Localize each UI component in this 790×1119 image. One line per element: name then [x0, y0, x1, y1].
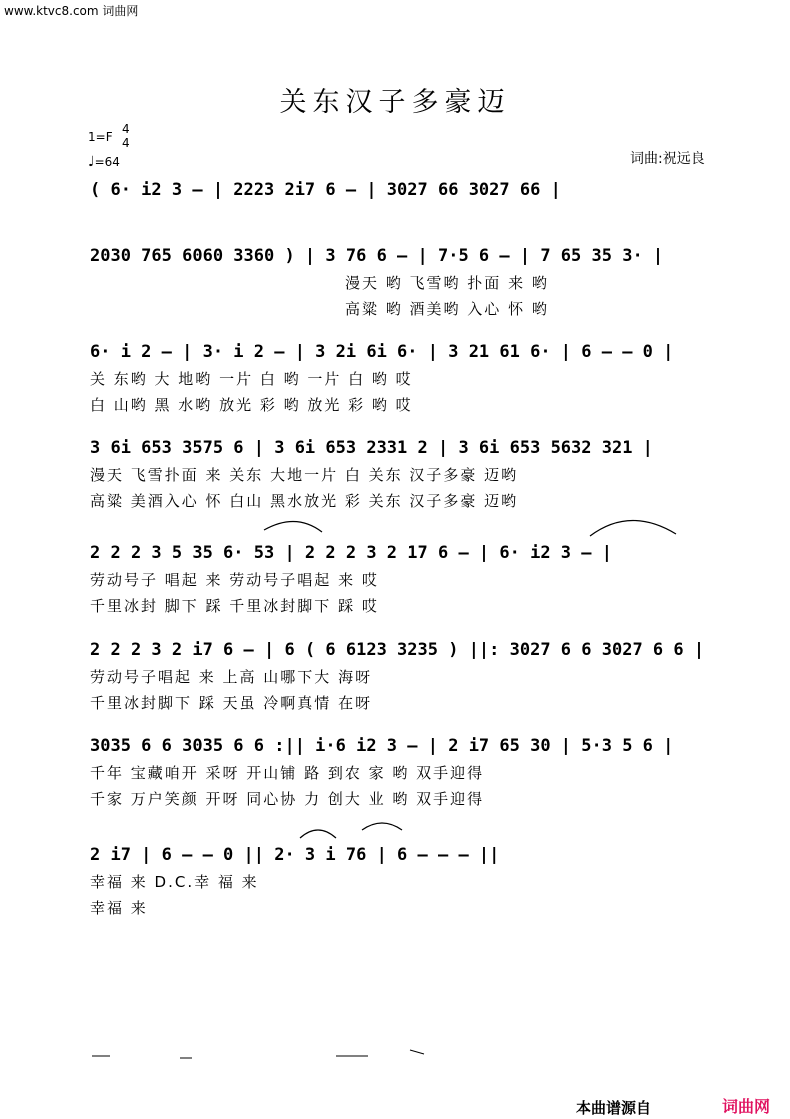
key-signature: 1=F — [88, 130, 113, 144]
lyrics-line-6-verse-1: 劳动号子唱起 来 上高 山哪下大 海呀 — [90, 668, 373, 686]
footer-brand: 词曲网 — [722, 1097, 771, 1116]
lyrics-line-2-verse-1: 漫天 哟 飞雪哟 扑面 来 哟 — [345, 274, 549, 292]
time-signature-top: 4 — [122, 122, 130, 136]
music-line-1: ( 6· i2 3 – | 2223 2i7 6 – | 3027 66 3027 66 | — [90, 180, 561, 200]
lyrics-line-3-verse-1: 关 东哟 大 地哟 一片 白 哟 一片 白 哟 哎 — [90, 370, 413, 388]
composer-credit: 词曲:祝远良 — [630, 151, 705, 167]
lyrics-line-7-verse-2: 千家 万户笑颜 开呀 同心协 力 创大 业 哟 双手迎得 — [90, 790, 485, 808]
music-line-8: 2 i7 | 6 – – 0 || 2· 3 i 76 | 6 – – – || — [90, 845, 500, 865]
lyrics-line-4-verse-1: 漫天 飞雪扑面 来 关东 大地一片 白 关东 汉子多豪 迈哟 — [90, 466, 519, 484]
music-line-4: 3 6i 653 3575 6 | 3 6i 653 2331 2 | 3 6i 653 5632 321 | — [90, 438, 653, 458]
lyrics-line-7-verse-1: 千年 宝藏咱开 采呀 开山铺 路 到农 家 哟 双手迎得 — [90, 764, 485, 782]
music-line-7: 3035 6 6 3035 6 6 :|| i·6 i2 3 – | 2 i7 65 30 | 5·3 5 6 | — [90, 736, 674, 756]
slur-arc — [300, 830, 336, 838]
lyrics-line-2-verse-2: 高粱 哟 酒美哟 入心 怀 哟 — [345, 300, 549, 318]
slur-arc — [264, 521, 322, 532]
time-signature-bottom: 4 — [122, 136, 130, 150]
music-line-5: 2 2 2 3 5 35 6· 53 | 2 2 2 3 2 17 6 – | 6· i2 3 – | — [90, 543, 612, 563]
lyrics-line-8-verse-1: 幸福 来 D.C.幸 福 来 — [90, 873, 259, 891]
music-line-3: 6· i 2 – | 3· i 2 – | 3 2i 6i 6· | 3 21 61 6· | 6 – – 0 | — [90, 342, 674, 362]
lyrics-line-6-verse-2: 千里冰封脚下 踩 天虽 冷啊真情 在呀 — [90, 694, 373, 712]
lyrics-line-3-verse-2: 白 山哟 黑 水哟 放光 彩 哟 放光 彩 哟 哎 — [90, 396, 413, 414]
lyrics-line-5-verse-2: 千里冰封 脚下 踩 千里冰封脚下 踩 哎 — [90, 597, 379, 615]
slur-arc — [590, 520, 676, 536]
site-watermark: www.ktvc8.com 词曲网 — [4, 4, 139, 18]
quarter-note-icon: ♩ — [88, 154, 95, 170]
music-line-2: 2030 765 6060 3360 ) | 3 76 6 – | 7·5 6 – | 7 65 35 3· | — [90, 246, 664, 266]
lyrics-line-4-verse-2: 高粱 美酒入心 怀 白山 黑水放光 彩 关东 汉子多豪 迈哟 — [90, 492, 519, 510]
song-title: 关东汉子多豪迈 — [279, 87, 511, 118]
lyrics-line-8-verse-2: 幸福 来 — [90, 899, 148, 917]
slur-arc — [362, 823, 402, 830]
scan-noise — [92, 1050, 424, 1058]
tempo-value: =64 — [94, 155, 120, 169]
music-line-6: 2 2 2 3 2 i7 6 – | 6 ( 6 6123 3235 ) ||: 3027 6 6 3027 6 6 | — [90, 640, 705, 660]
lyrics-line-5-verse-1: 劳动号子 唱起 来 劳动号子唱起 来 哎 — [90, 571, 379, 589]
footer-source: 本曲谱源自 — [576, 1099, 652, 1117]
